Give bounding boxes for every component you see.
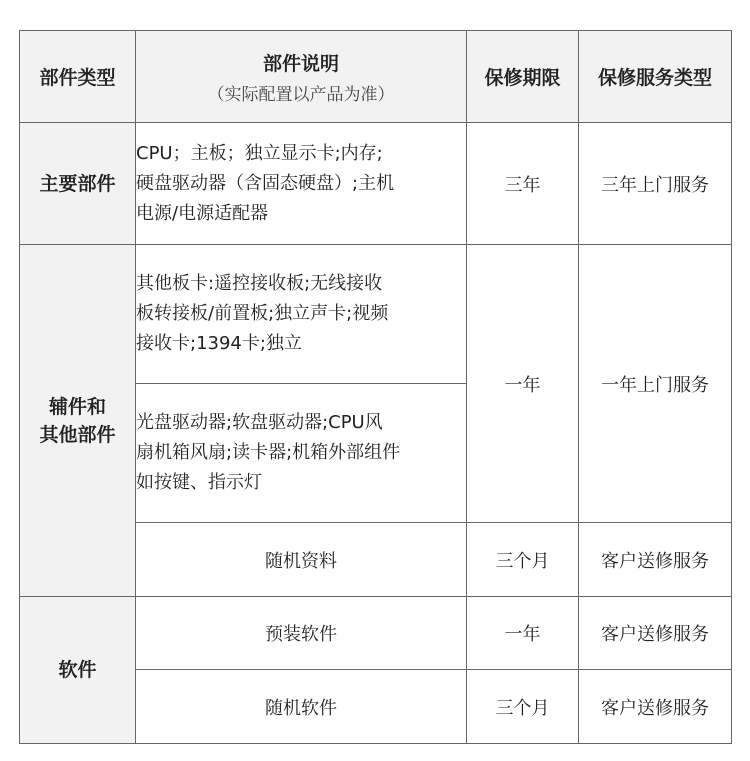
period-docs: 三个月 [467, 523, 579, 597]
header-period: 保修期限 [467, 31, 579, 123]
period-main: 三年 [467, 123, 579, 245]
period-preinstalled: 一年 [467, 597, 579, 670]
header-description-note: （实际配置以产品为准） [207, 84, 395, 105]
header-category: 部件类型 [20, 31, 136, 123]
header-row [20, 31, 732, 123]
description-aux-boards: 其他板卡:遥控接收板;无线接收 板转接板/前置板;独立声卡;视频 接收卡;1394卡;独立 [136, 245, 467, 384]
service-main: 三年上门服务 [579, 123, 732, 245]
service-preinstalled: 客户送修服务 [579, 597, 732, 670]
description-bundled: 随机软件 [136, 670, 467, 744]
service-aux: 一年上门服务 [579, 245, 732, 523]
category-software: 软件 [20, 597, 136, 744]
description-preinstalled: 预装软件 [136, 597, 467, 670]
period-bundled: 三个月 [467, 670, 579, 744]
service-bundled: 客户送修服务 [579, 670, 732, 744]
table-row-aux-1 [20, 245, 732, 384]
period-aux: 一年 [467, 245, 579, 523]
description-main: CPU；主板；独立显示卡;内存; 硬盘驱动器（含固态硬盘）;主机 电源/电源适配器 [136, 123, 467, 245]
description-aux-drives: 光盘驱动器;软盘驱动器;CPU风 扇机箱风扇;读卡器;机箱外部组件 如按键、指示灯 [136, 384, 467, 523]
category-main: 主要部件 [20, 123, 136, 245]
table-row-main [20, 123, 732, 245]
table-row-software-preinstalled [20, 597, 732, 670]
header-description: 部件说明 （实际配置以产品为准） [136, 31, 467, 123]
service-docs: 客户送修服务 [579, 523, 732, 597]
description-docs: 随机资料 [136, 523, 467, 597]
header-service: 保修服务类型 [579, 31, 732, 123]
warranty-table [19, 30, 732, 744]
category-aux: 辅件和 其他部件 [20, 245, 136, 597]
